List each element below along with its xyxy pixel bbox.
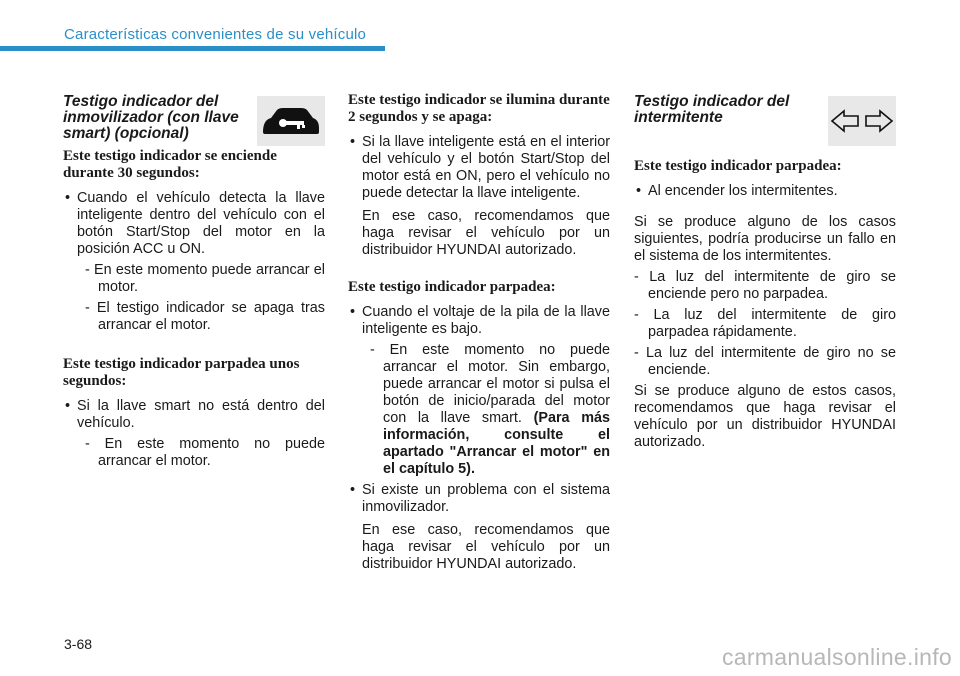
- dash-start-with-key: [359, 342, 610, 478]
- dash-start-reference: (Para más información, consulte el apartado "Arrancar el motor" en el capítulo 5).: [383, 410, 611, 477]
- turn-signal-arrows-icon: [828, 96, 896, 146]
- column-1: [63, 92, 325, 474]
- dash-cannot-start: - En este momento no puede arrancar el motor.: [85, 436, 325, 469]
- subheading-on-30s: Este testigo indicador se enciende durante 30 segundos:: [63, 148, 277, 181]
- page-number: 3-68: [64, 636, 93, 652]
- dash-light-off: - El testigo indicador se apaga tras arrancar el motor.: [85, 300, 325, 333]
- bullet-low-battery: • Cuando el voltaje de la pila de la llave inteligente es bajo.: [348, 304, 610, 338]
- paragraph-dealer-1: En ese caso, recomendamos que haga revisar el vehículo por un distribuidor HYUNDAI autorizado.: [362, 208, 610, 258]
- subheading-turn-blinks: Este testigo indicador parpadea:: [634, 158, 842, 174]
- immobilizer-title-row: [63, 92, 325, 148]
- dash-start-text: - En este momento no puede arrancar el motor. Sin embargo, puede arrancar el motor si pulsa el botón de inicio/parada del motor con la llave smart.: [370, 342, 610, 426]
- bullet-key-absent: • Si la llave smart no está dentro del vehículo.: [63, 398, 325, 432]
- paragraph-dealer-2: En ese caso, recomendamos que haga revisar el vehículo por un distribuidor HYUNDAI autorizado.: [362, 522, 610, 572]
- turn-signal-title-row: [634, 92, 896, 148]
- subheading-blinks: Este testigo indicador parpadea unos segundos:: [63, 356, 300, 389]
- dash-can-start: - En este momento puede arrancar el motor.: [85, 262, 325, 295]
- column-2: [348, 92, 610, 577]
- dash-no-light: - La luz del intermitente de giro no se enciende.: [634, 345, 896, 378]
- immobilizer-title: Testigo indicador del inmovilizador (con llave smart) (opcional): [63, 93, 239, 142]
- turn-signal-title: Testigo indicador del intermitente: [634, 93, 790, 126]
- car-key-icon: [257, 96, 325, 146]
- bullet-key-not-detected: • Si la llave inteligente está en el interior del vehículo y el botón Start/Stop del motor está en ON, pero el vehículo no puede detectar la llave inteligente.: [348, 134, 610, 202]
- bullet-turn-on: • Al encender los intermitentes.: [634, 183, 896, 200]
- bullet-key-detected: • Cuando el vehículo detecta la llave inteligente dentro del vehículo con el botón Start/Stop del motor en la posición ACC u ON.: [63, 190, 325, 258]
- dash-no-blink: - La luz del intermitente de giro se enciende pero no parpadea.: [634, 269, 896, 302]
- section-header: Características convenientes de su vehículo: [64, 26, 367, 43]
- paragraph-dealer-3: Si se produce alguno de estos casos, recomendamos que haga revisar el vehículo por un distribuidor HYUNDAI autorizado.: [634, 383, 896, 450]
- paragraph-failure: Si se produce alguno de los casos siguientes, podría producirse un fallo en el sistema de los intermitentes.: [634, 214, 896, 264]
- dash-fast-blink: - La luz del intermitente de giro parpadea rápidamente.: [634, 307, 896, 340]
- column-3: [634, 92, 896, 455]
- watermark: carmanualsonline.info: [721, 644, 952, 670]
- subheading-2s: Este testigo indicador se ilumina durante 2 segundos y se apaga:: [348, 92, 610, 125]
- subheading-blinks-2: Este testigo indicador parpadea:: [348, 279, 556, 295]
- header-rule: [0, 46, 385, 51]
- bullet-immobilizer-problem: • Si existe un problema con el sistema inmovilizador.: [348, 482, 610, 516]
